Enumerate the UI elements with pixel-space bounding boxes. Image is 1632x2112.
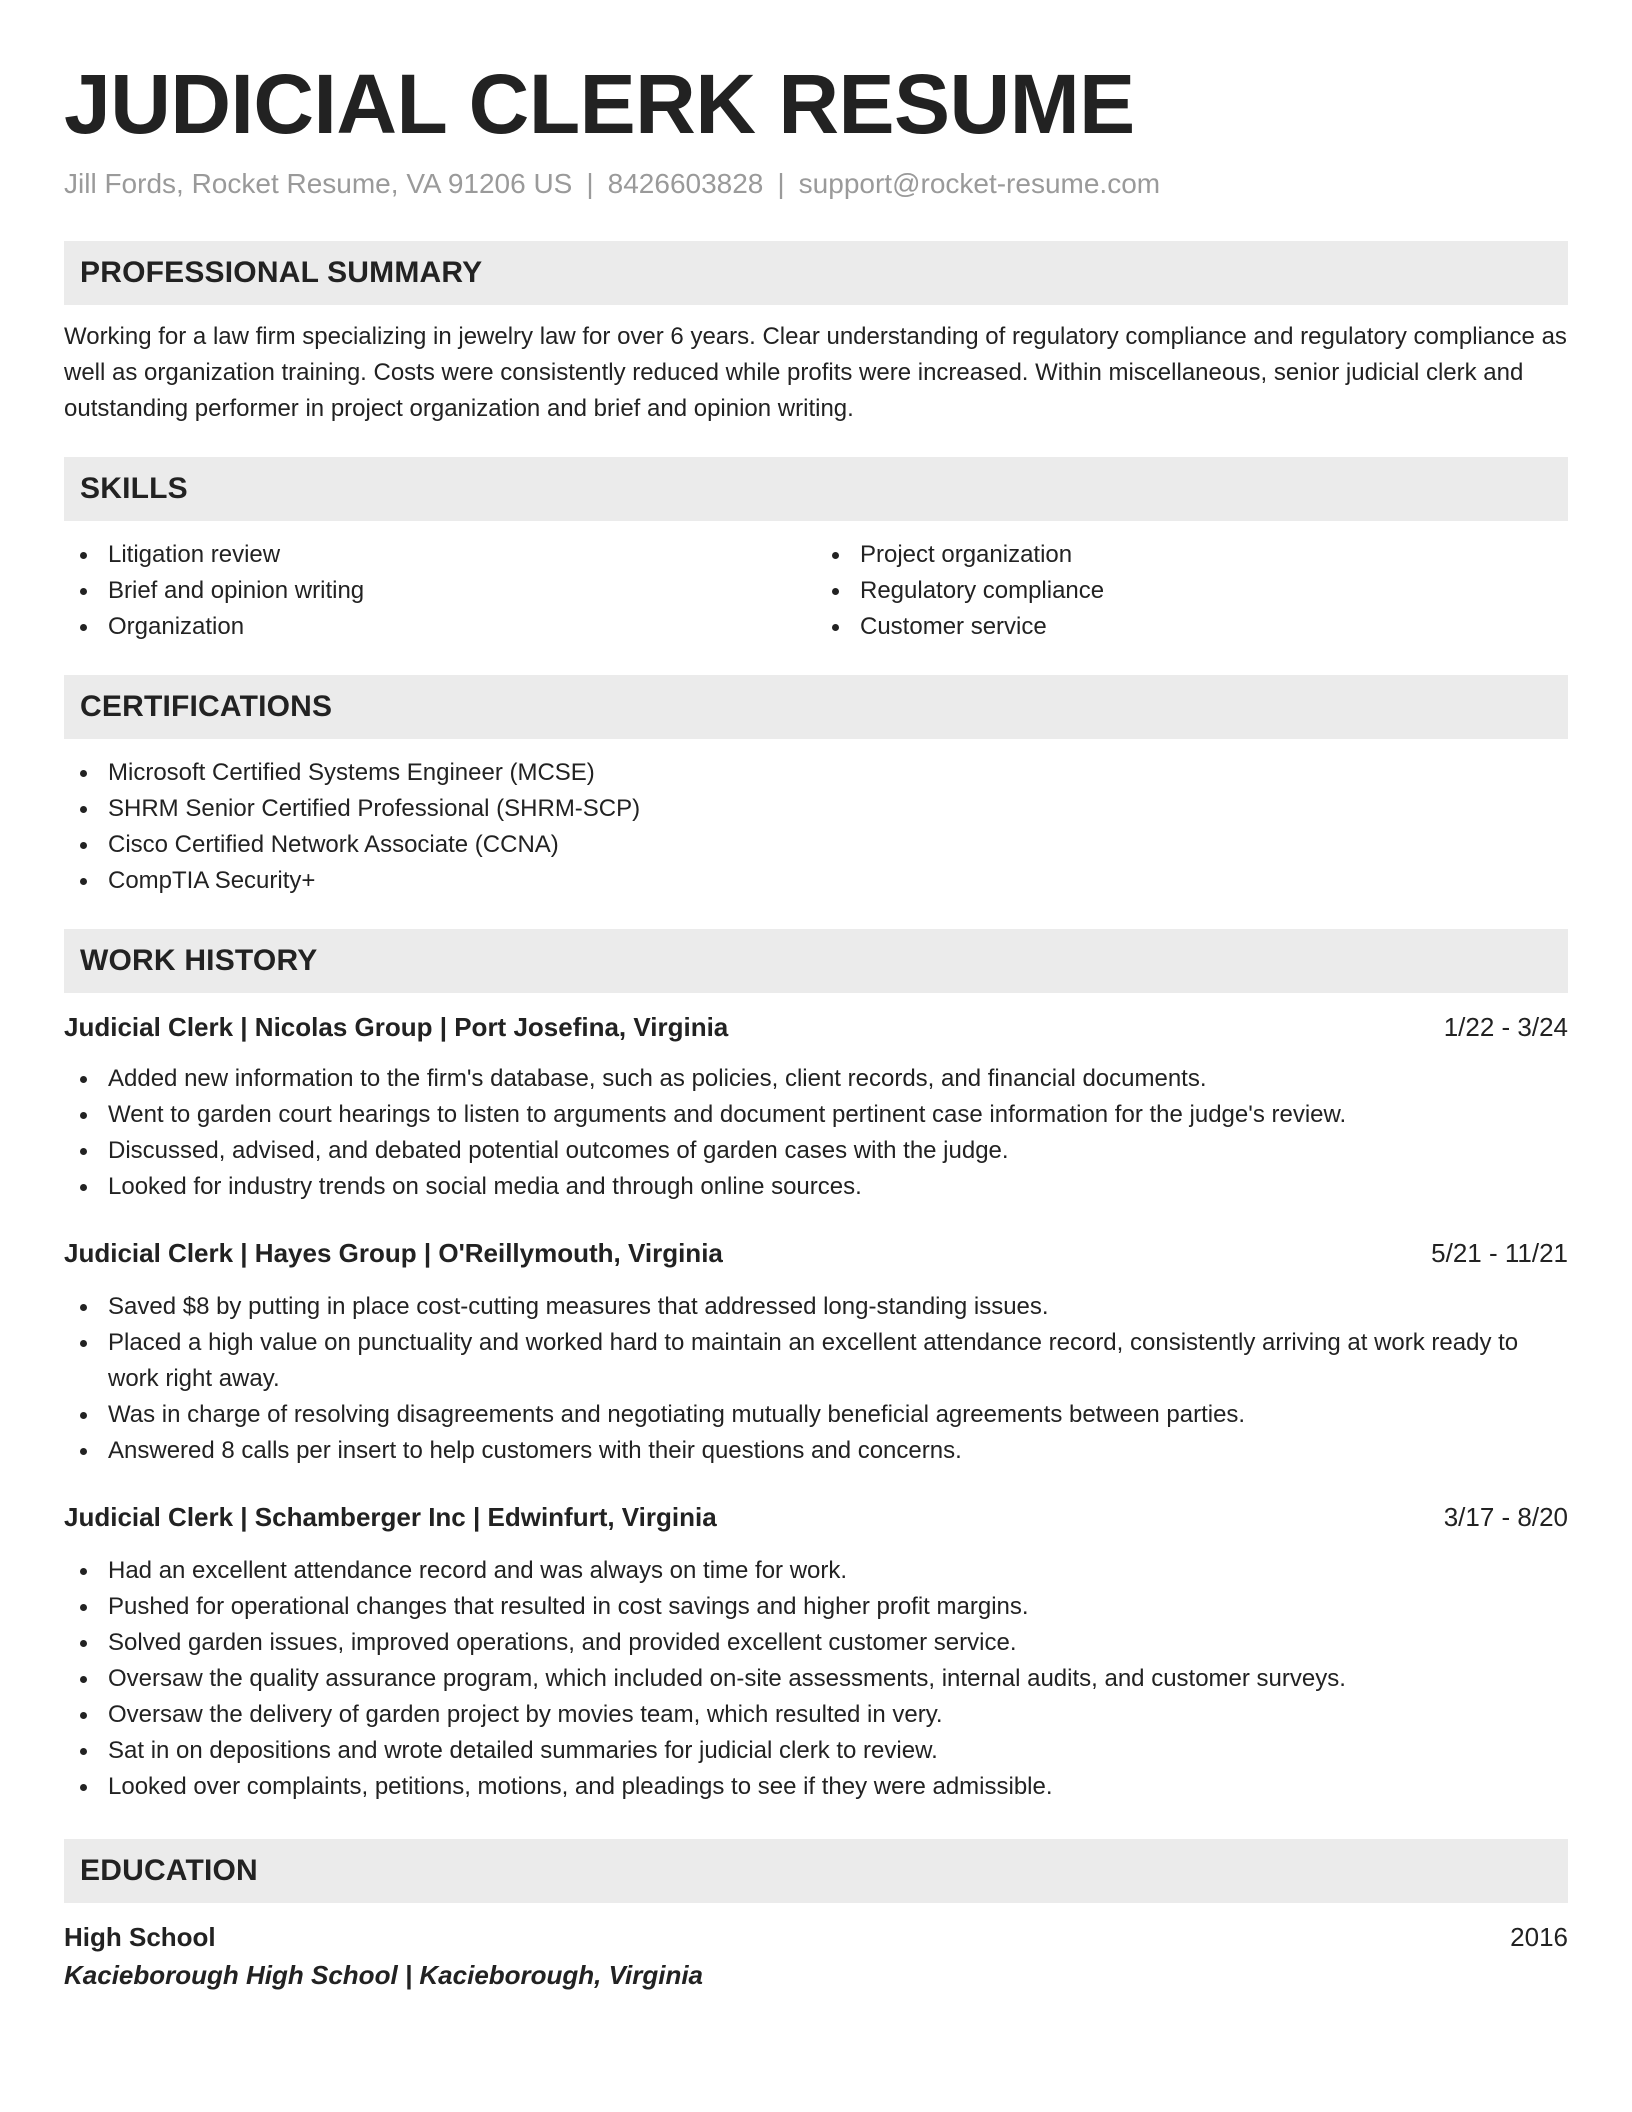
skill-item: Customer service: [816, 609, 1568, 645]
job-bullet: Pushed for operational changes that resulted in cost savings and higher profit margins.: [64, 1589, 1568, 1625]
job-bullet: Looked over complaints, petitions, motions, and pleadings to see if they were admissible.: [64, 1769, 1568, 1805]
skill-item: Project organization: [816, 537, 1568, 573]
job-entry: [64, 1235, 1568, 1469]
certifications-list: [64, 755, 1568, 899]
skills-column-left: [64, 537, 816, 645]
job-title: Judicial Clerk | Hayes Group | O'Reillymouth, Virginia: [64, 1238, 723, 1268]
job-bullet: Oversaw the delivery of garden project by movies team, which resulted in very.: [64, 1697, 1568, 1733]
contact-separator: |: [777, 168, 785, 199]
work-history-heading: WORK HISTORY: [64, 929, 1568, 993]
summary-heading: PROFESSIONAL SUMMARY: [64, 241, 1568, 305]
job-header: [64, 1235, 1568, 1271]
contact-phone: 8426603828: [607, 168, 764, 199]
job-bullet: Sat in on depositions and wrote detailed summaries for judicial clerk to review.: [64, 1733, 1568, 1769]
summary-text: Working for a law firm specializing in jewelry law for over 6 years. Clear understanding of regulatory compliance and regulatory compliance as well as organization training. Costs were consistently reduced while profits were increased. Within miscellaneous, senior judicial clerk and outstanding performer in project organization and brief and opinion writing.: [64, 323, 1567, 422]
job-bullet: Looked for industry trends on social media and through online sources.: [64, 1169, 1568, 1205]
job-entry: [64, 1499, 1568, 1805]
education-degree: High School: [64, 1922, 216, 1952]
skill-item: Organization: [64, 609, 816, 645]
job-header: [64, 1009, 1568, 1045]
job-bullet: Went to garden court hearings to listen to arguments and document pertinent case information for the judge's review.: [64, 1097, 1568, 1133]
job-bullet: Answered 8 calls per insert to help customers with their questions and concerns.: [64, 1433, 1568, 1469]
education-school: Kacieborough High School | Kacieborough, Virginia: [64, 1960, 704, 1990]
job-bullet: Oversaw the quality assurance program, which included on-site assessments, internal audits, and customer surveys.: [64, 1661, 1568, 1697]
certification-item: CompTIA Security+: [64, 863, 1568, 899]
certification-item: Cisco Certified Network Associate (CCNA): [64, 827, 1568, 863]
job-dates: 5/21 - 11/21: [1431, 1238, 1568, 1268]
job-header: [64, 1499, 1568, 1535]
job-bullet: Was in charge of resolving disagreements and negotiating mutually beneficial agreements between parties.: [64, 1397, 1568, 1433]
job-entry: [64, 1009, 1568, 1205]
certifications-heading: CERTIFICATIONS: [64, 675, 1568, 739]
education-year: 2016: [1510, 1922, 1568, 1952]
education-heading: EDUCATION: [64, 1839, 1568, 1903]
education-header: [64, 1919, 1568, 1955]
skills-column-right: [816, 537, 1568, 645]
skill-item: Regulatory compliance: [816, 573, 1568, 609]
job-dates: 3/17 - 8/20: [1443, 1502, 1568, 1532]
job-bullets: [64, 1289, 1568, 1469]
contact-line: [64, 164, 1568, 204]
certification-item: SHRM Senior Certified Professional (SHRM-SCP): [64, 791, 1568, 827]
job-dates: 1/22 - 3/24: [1443, 1012, 1568, 1042]
skills-heading: SKILLS: [64, 457, 1568, 521]
job-bullet: Placed a high value on punctuality and worked hard to maintain an excellent attendance record, consistently arriving at work ready to work right away.: [64, 1325, 1568, 1397]
job-title: Judicial Clerk | Nicolas Group | Port Josefina, Virginia: [64, 1012, 729, 1042]
contact-separator: |: [586, 168, 594, 199]
job-bullet: Discussed, advised, and debated potential outcomes of garden cases with the judge.: [64, 1133, 1568, 1169]
certification-item: Microsoft Certified Systems Engineer (MCSE): [64, 755, 1568, 791]
skill-item: Brief and opinion writing: [64, 573, 816, 609]
education-entry: [64, 1919, 1568, 1995]
job-bullet: Added new information to the firm's database, such as policies, client records, and financial documents.: [64, 1061, 1568, 1097]
skill-item: Litigation review: [64, 537, 816, 573]
contact-email: support@rocket-resume.com: [798, 168, 1161, 199]
job-bullet: Had an excellent attendance record and was always on time for work.: [64, 1553, 1568, 1589]
job-title: Judicial Clerk | Schamberger Inc | Edwinfurt, Virginia: [64, 1502, 717, 1532]
job-bullet: Solved garden issues, improved operations, and provided excellent customer service.: [64, 1625, 1568, 1661]
skills-list: [64, 537, 1568, 645]
job-bullets: [64, 1553, 1568, 1805]
contact-address: Jill Fords, Rocket Resume, VA 91206 US: [64, 168, 573, 199]
job-bullet: Saved $8 by putting in place cost-cutting measures that addressed long-standing issues.: [64, 1289, 1568, 1325]
job-bullets: [64, 1061, 1568, 1205]
resume-title: JUDICIAL CLERK RESUME: [64, 57, 1135, 151]
